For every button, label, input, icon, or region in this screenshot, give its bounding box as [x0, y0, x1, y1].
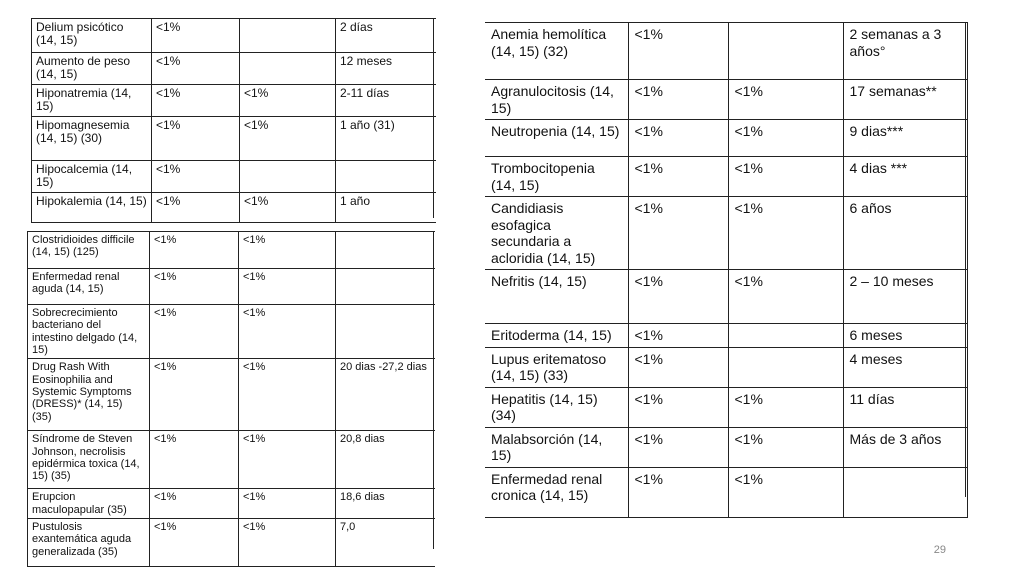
- cell: 17 semanas**: [843, 80, 967, 120]
- cell: 9 dias***: [843, 120, 967, 157]
- cell: <1%: [628, 387, 728, 427]
- table-row: [28, 489, 435, 519]
- cell: Delium psicótico (14, 15): [32, 19, 152, 53]
- table-row: [485, 324, 967, 348]
- cell: <1%: [728, 120, 843, 157]
- cell: Neutropenia (14, 15): [485, 120, 628, 157]
- cell: <1%: [728, 157, 843, 197]
- table-row: [32, 192, 436, 222]
- table-row: [28, 518, 435, 566]
- cell: [728, 23, 843, 80]
- cell: <1%: [628, 324, 728, 348]
- cell: <1%: [150, 269, 239, 305]
- cell: <1%: [728, 197, 843, 270]
- cell: Hepatitis (14, 15) (34): [485, 387, 628, 427]
- cell: [336, 305, 435, 359]
- table-row: [485, 270, 967, 324]
- cell: Trombocitopenia (14, 15): [485, 157, 628, 197]
- cell: 20 dias -27,2 dias: [336, 359, 435, 431]
- cell: Malabsorción (14, 15): [485, 427, 628, 467]
- cell: [728, 347, 843, 387]
- cell: <1%: [240, 192, 336, 222]
- table-right: [485, 22, 968, 518]
- cell: <1%: [239, 305, 336, 359]
- cell: Clostridioides difficile (14, 15) (125): [28, 232, 150, 269]
- table-left-top: [31, 18, 436, 223]
- cell: Enfermedad renal cronica (14, 15): [485, 467, 628, 517]
- cell: 6 meses: [843, 324, 967, 348]
- cell: <1%: [150, 359, 239, 431]
- cell: <1%: [152, 116, 240, 160]
- cell: <1%: [728, 270, 843, 324]
- cell: <1%: [628, 120, 728, 157]
- scan-edge-line: [965, 22, 966, 497]
- scan-edge-line: [433, 231, 434, 549]
- cell: 2-11 días: [336, 84, 436, 116]
- cell: Eritoderma (14, 15): [485, 324, 628, 348]
- cell: [336, 160, 436, 192]
- cell: Más de 3 años: [843, 427, 967, 467]
- cell: <1%: [150, 305, 239, 359]
- cell: <1%: [628, 157, 728, 197]
- cell: <1%: [150, 431, 239, 489]
- table-row: [485, 387, 967, 427]
- cell: <1%: [239, 518, 336, 566]
- cell: <1%: [628, 467, 728, 517]
- cell: <1%: [239, 359, 336, 431]
- table-row: [485, 347, 967, 387]
- table-row: [32, 84, 436, 116]
- cell: <1%: [150, 489, 239, 519]
- cell: 2 – 10 meses: [843, 270, 967, 324]
- cell: [336, 269, 435, 305]
- cell: <1%: [628, 427, 728, 467]
- cell: <1%: [239, 269, 336, 305]
- cell: 2 días: [336, 19, 436, 53]
- cell: 4 meses: [843, 347, 967, 387]
- cell: 4 dias ***: [843, 157, 967, 197]
- cell: 1 año (31): [336, 116, 436, 160]
- cell: Hipocalcemia (14, 15): [32, 160, 152, 192]
- cell: <1%: [628, 347, 728, 387]
- cell: [240, 19, 336, 53]
- cell: [240, 53, 336, 85]
- cell: 12 meses: [336, 53, 436, 85]
- cell: 7,0: [336, 518, 435, 566]
- cell: <1%: [152, 53, 240, 85]
- cell: 18,6 dias: [336, 489, 435, 519]
- scan-edge-line: [433, 18, 434, 218]
- cell: <1%: [240, 84, 336, 116]
- cell: 6 años: [843, 197, 967, 270]
- cell: Erupcion maculopapular (35): [28, 489, 150, 519]
- page-number: 29: [933, 544, 946, 556]
- table-row: [32, 116, 436, 160]
- table-row: [28, 232, 435, 269]
- cell: Agranulocitosis (14, 15): [485, 80, 628, 120]
- cell: Anemia hemolítica (14, 15) (32): [485, 23, 628, 80]
- cell: <1%: [152, 192, 240, 222]
- cell: <1%: [239, 431, 336, 489]
- cell: 11 días: [843, 387, 967, 427]
- cell: Pustulosis exantemática aguda generalizada (35): [28, 518, 150, 566]
- table-row: [485, 197, 967, 270]
- table-row: [485, 467, 967, 517]
- cell: Nefritis (14, 15): [485, 270, 628, 324]
- cell: Aumento de peso (14, 15): [32, 53, 152, 85]
- cell: Hipomagnesemia (14, 15) (30): [32, 116, 152, 160]
- cell: 2 semanas a 3 años°: [843, 23, 967, 80]
- table-row: [28, 269, 435, 305]
- cell: <1%: [152, 160, 240, 192]
- table-row: [32, 19, 436, 53]
- table-row: [485, 80, 967, 120]
- cell: <1%: [728, 427, 843, 467]
- cell: [728, 324, 843, 348]
- cell: <1%: [150, 518, 239, 566]
- cell: <1%: [628, 270, 728, 324]
- table-row: [485, 427, 967, 467]
- cell: Síndrome de Steven Johnson, necrolisis epidérmica toxica (14, 15) (35): [28, 431, 150, 489]
- table-row: [28, 305, 435, 359]
- table-row: [485, 157, 967, 197]
- cell: <1%: [150, 232, 239, 269]
- cell: <1%: [152, 84, 240, 116]
- table-row: [28, 359, 435, 431]
- cell: <1%: [240, 116, 336, 160]
- cell: Candidiasis esofagica secundaria a acloridia (14, 15): [485, 197, 628, 270]
- cell: 20,8 dias: [336, 431, 435, 489]
- table-row: [32, 53, 436, 85]
- table-row: [485, 120, 967, 157]
- cell: <1%: [628, 23, 728, 80]
- cell: <1%: [728, 80, 843, 120]
- table-row: [485, 23, 967, 80]
- cell: <1%: [628, 197, 728, 270]
- cell: [240, 160, 336, 192]
- cell: <1%: [628, 80, 728, 120]
- cell: <1%: [239, 232, 336, 269]
- cell: Enfermedad renal aguda (14, 15): [28, 269, 150, 305]
- cell: [336, 232, 435, 269]
- cell: Hiponatremia (14, 15): [32, 84, 152, 116]
- cell: Drug Rash With Eosinophilia and Systemic Symptoms (DRESS)* (14, 15) (35): [28, 359, 150, 431]
- cell: Sobrecrecimiento bacteriano del intestino delgado (14, 15): [28, 305, 150, 359]
- table-left-bottom: [27, 231, 435, 567]
- cell: Lupus eritematoso (14, 15) (33): [485, 347, 628, 387]
- cell: Hipokalemia (14, 15): [32, 192, 152, 222]
- table-row: [28, 431, 435, 489]
- table-row: [32, 160, 436, 192]
- cell: <1%: [728, 387, 843, 427]
- cell: <1%: [239, 489, 336, 519]
- cell: [843, 467, 967, 517]
- cell: 1 año: [336, 192, 436, 222]
- cell: <1%: [152, 19, 240, 53]
- cell: <1%: [728, 467, 843, 517]
